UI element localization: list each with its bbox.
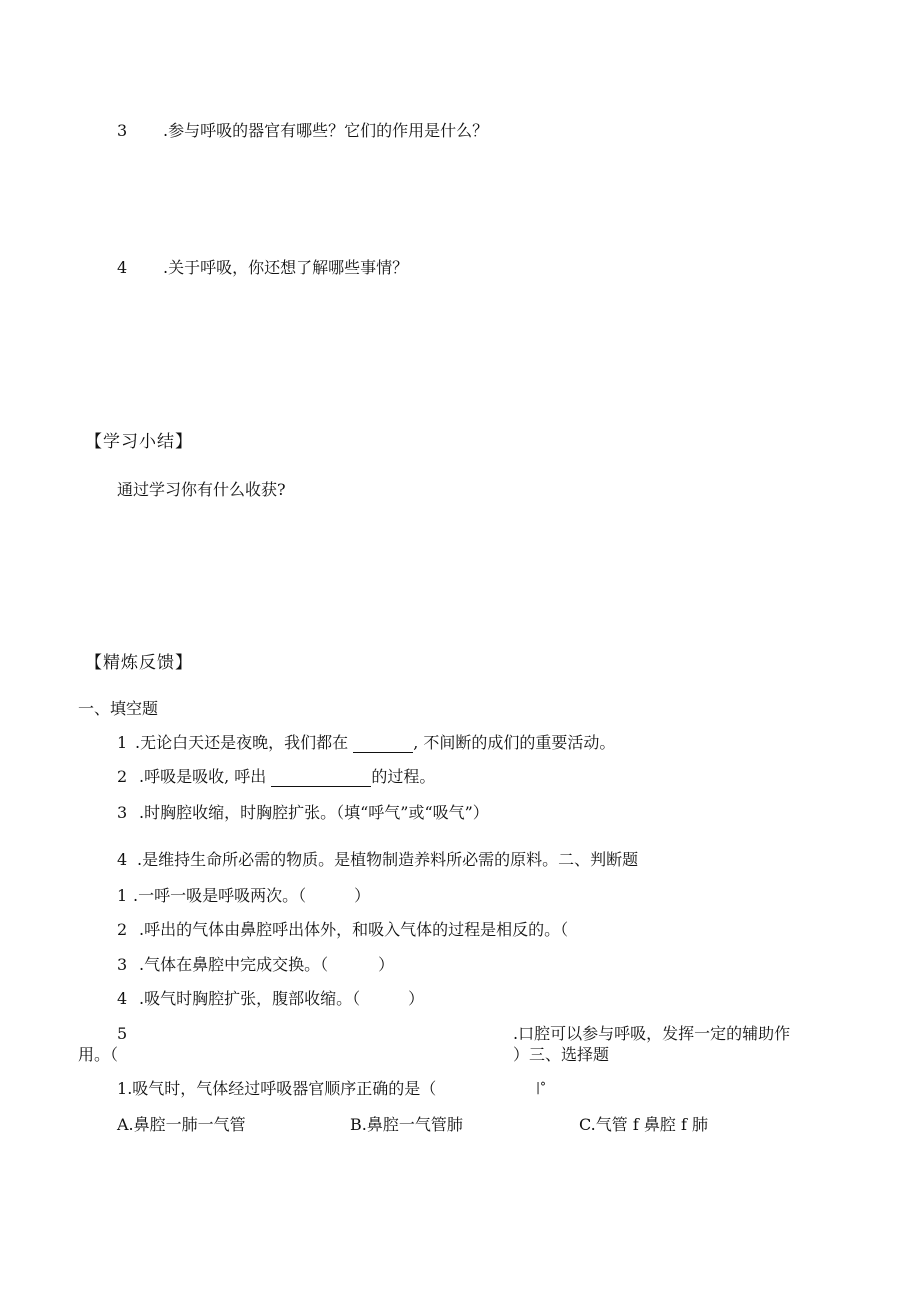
- fill-blank-title: 一、填空题: [78, 699, 159, 718]
- choice-item-1: [117, 1079, 436, 1099]
- item-text: .是维持生命所必需的物质。是植物制造养料所必需的原料。二、判断题: [137, 850, 639, 869]
- question-text: .关于呼吸，你还想了解哪些事情？: [163, 258, 409, 277]
- judge-item-5-text: .口腔可以参与呼吸，发挥一定的辅助作: [513, 1024, 791, 1043]
- item-text: .时胸腔收缩，时胸腔扩张。（填“呼气”或“吸气”）: [139, 803, 489, 822]
- item-number: 2: [117, 767, 128, 786]
- question-4: [117, 258, 408, 278]
- question-number: 3: [117, 121, 128, 140]
- item-number: 1: [117, 886, 128, 905]
- item-close: ）: [408, 989, 425, 1008]
- item-close: ）: [378, 955, 395, 974]
- summary-prompt: 通过学习你有什么收获?: [117, 480, 286, 499]
- item-text-after: , 不间断的成们的重要活动。: [413, 733, 616, 752]
- option-b: B.鼻腔一气管肺: [350, 1115, 463, 1134]
- answer-blank: [353, 738, 413, 753]
- question-number: 4: [117, 258, 128, 277]
- item-text: .吸气时，气体经过呼吸器官顺序正确的是（: [127, 1079, 437, 1098]
- judge-item-1: [117, 886, 370, 906]
- item-text: .气体在鼻腔中完成交换。（: [139, 955, 329, 974]
- question-3: [117, 121, 488, 141]
- fill-item-4: [117, 850, 638, 870]
- fill-item-3: [117, 803, 489, 823]
- option-c: C.气管 f 鼻腔 f 肺: [579, 1115, 708, 1134]
- item-text: .呼吸是吸收, 呼出: [139, 767, 267, 786]
- item-close: ）: [354, 886, 371, 905]
- fill-item-2: [117, 767, 435, 787]
- item-text: .呼出的气体由鼻腔呼出体外，和吸入气体的过程是相反的。（: [139, 920, 569, 939]
- question-text: .参与呼吸的器官有哪些？它们的作用是什么？: [163, 121, 489, 140]
- item-number: 2: [117, 920, 128, 939]
- judge-item-4: [117, 989, 424, 1009]
- item-text: .一呼一吸是呼吸两次。（: [133, 886, 307, 905]
- item-number: 3: [117, 955, 128, 974]
- summary-heading: 【学习小结】: [85, 432, 193, 452]
- feedback-heading: 【精炼反馈】: [85, 653, 193, 673]
- item-number: 3: [117, 803, 128, 822]
- item-text: .吸气时胸腔扩张，腹部收缩。（: [139, 989, 361, 1008]
- answer-blank: [271, 772, 371, 787]
- option-a: A.鼻腔一肺一气管: [117, 1115, 246, 1134]
- item-number: 4: [117, 850, 128, 869]
- item-text-after: 的过程。: [371, 767, 436, 786]
- fill-item-1: [117, 733, 615, 753]
- judge-item-5-wrap-right: ）三、选择题: [513, 1045, 610, 1064]
- item-number: 4: [117, 989, 128, 1008]
- judge-item-3: [117, 955, 394, 975]
- item-number: 1: [117, 1079, 128, 1098]
- judge-item-5-number: 5: [117, 1024, 128, 1043]
- item-number: 1: [117, 733, 128, 752]
- judge-item-2: [117, 920, 568, 940]
- item-text: .无论白天还是夜晚，我们都在: [135, 733, 349, 752]
- judge-item-5-wrap-left: 用。（: [78, 1045, 119, 1064]
- choice-item-1-close: |°: [536, 1080, 547, 1094]
